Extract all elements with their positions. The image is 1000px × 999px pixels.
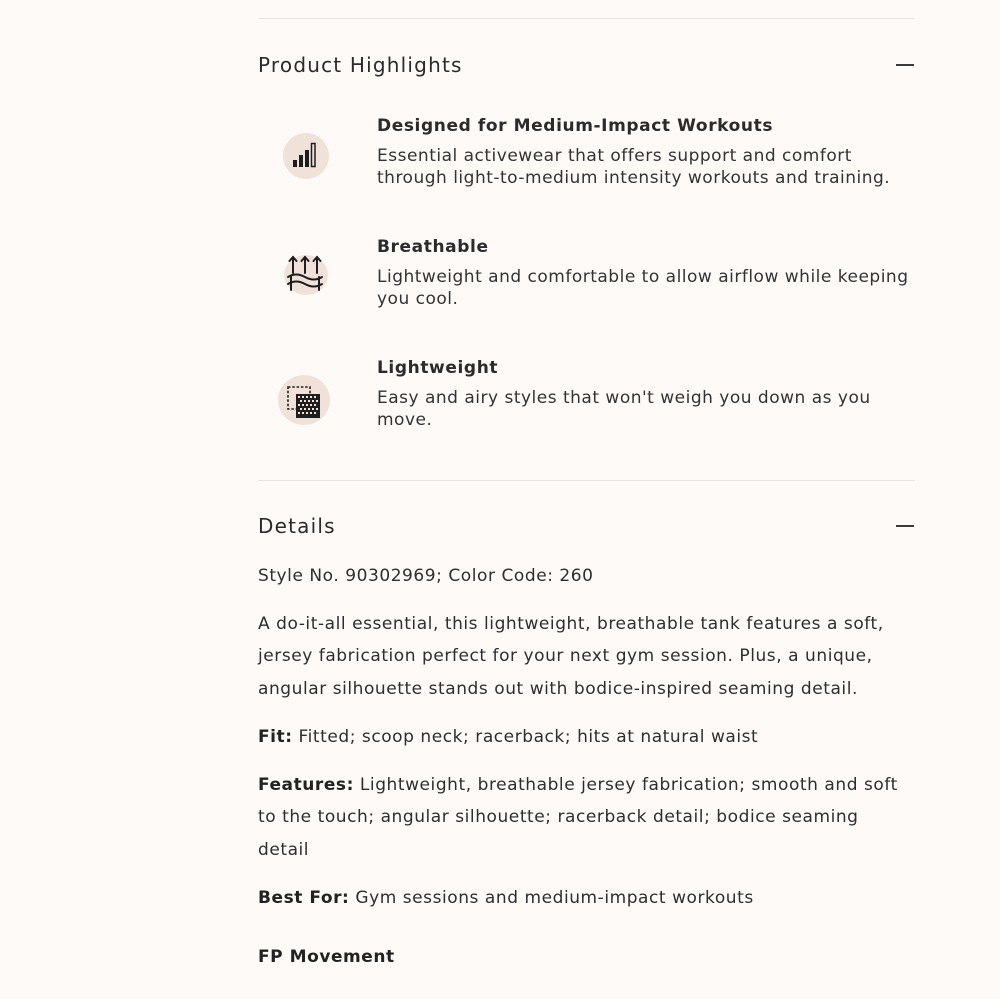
highlight-description: Essential activewear that offers support and comfort through light-to-medium intensity workouts and training. <box>377 146 891 188</box>
best-for-value: Gym sessions and medium-impact workouts <box>355 888 754 908</box>
fit-value: Fitted; scoop neck; racerback; hits at natural waist <box>298 727 759 747</box>
product-description: A do-it-all essential, this lightweight, breathable tank features a soft, jersey fabrication perfect for your next gym session. Plus, a unique, angular silhouette stands out with bodice-inspired seaming detail. <box>258 613 884 699</box>
collapse-minus-icon[interactable] <box>896 64 914 66</box>
features-label: Features: <box>258 774 354 795</box>
signal-bars-icon <box>276 123 336 183</box>
fit-label: Fit: <box>258 727 293 747</box>
brand-line <box>258 941 915 974</box>
features-line <box>258 769 915 867</box>
highlight-description: Easy and airy styles that won't weigh you down as you move. <box>377 388 871 430</box>
style-number: Style No. 90302969; Color Code: 260 <box>258 566 594 586</box>
collapse-minus-icon[interactable] <box>896 525 914 527</box>
best-for-line <box>258 882 915 915</box>
details-title: Details <box>258 514 336 538</box>
fit-line <box>258 721 915 754</box>
highlight-title: Lightweight <box>377 358 499 378</box>
fabric-swatch-icon <box>276 368 336 428</box>
product-highlights-header[interactable] <box>258 19 915 110</box>
airflow-arrows-icon <box>276 244 336 304</box>
details-body <box>258 560 915 973</box>
highlight-item <box>258 110 915 231</box>
features-value: Lightweight, breathable jersey fabrication; smooth and soft to the touch; angular silhouette; racerback detail; bodice seaming detail <box>258 774 898 860</box>
product-info-panel <box>258 0 915 973</box>
product-highlights-title: Product Highlights <box>258 52 463 77</box>
details-header[interactable] <box>258 481 915 571</box>
highlight-title: Designed for Medium-Impact Workouts <box>377 116 774 136</box>
brand-label: FP Movement <box>258 946 395 967</box>
highlight-title: Breathable <box>377 237 489 257</box>
best-for-label: Best For: <box>258 888 350 908</box>
highlight-item <box>258 231 915 352</box>
highlight-item <box>258 352 915 480</box>
highlight-description: Lightweight and comfortable to allow airflow while keeping you cool. <box>377 267 909 309</box>
